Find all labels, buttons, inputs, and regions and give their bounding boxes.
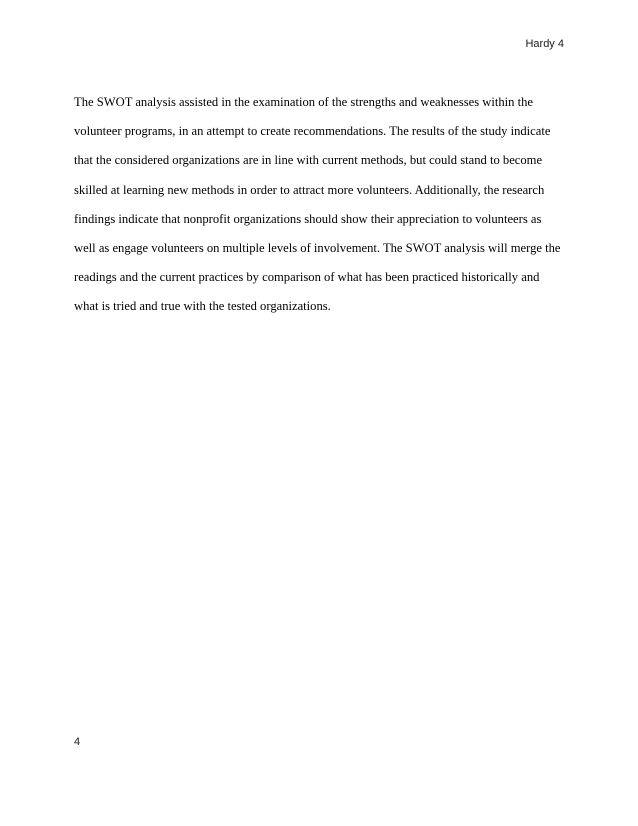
paragraph-line: well as engage volunteers on multiple levels of involvement. The SWOT analysis will merge the <box>74 240 561 255</box>
paragraph-line: The SWOT analysis assisted in the examination of the strengths and weaknesses within the <box>74 95 533 109</box>
paragraph-line: that the considered organizations are in line with current methods, but could stand to become <box>74 153 543 168</box>
body-paragraph <box>74 88 574 322</box>
paragraph-line: readings and the current practices by comparison of what has been practiced historically and <box>74 270 540 285</box>
paragraph-line: findings indicate that nonprofit organizations should show their appreciation to volunteers as <box>74 211 542 226</box>
page-number: 4 <box>74 736 81 748</box>
paragraph-line: what is tried and true with the tested organizations. <box>74 299 331 314</box>
paragraph-line: skilled at learning new methods in order to attract more volunteers. Additionally, the research <box>74 182 545 197</box>
running-header: Hardy 4 <box>525 38 564 50</box>
paragraph-line: volunteer programs, in an attempt to create recommendations. The results of the study indicate <box>74 124 551 139</box>
